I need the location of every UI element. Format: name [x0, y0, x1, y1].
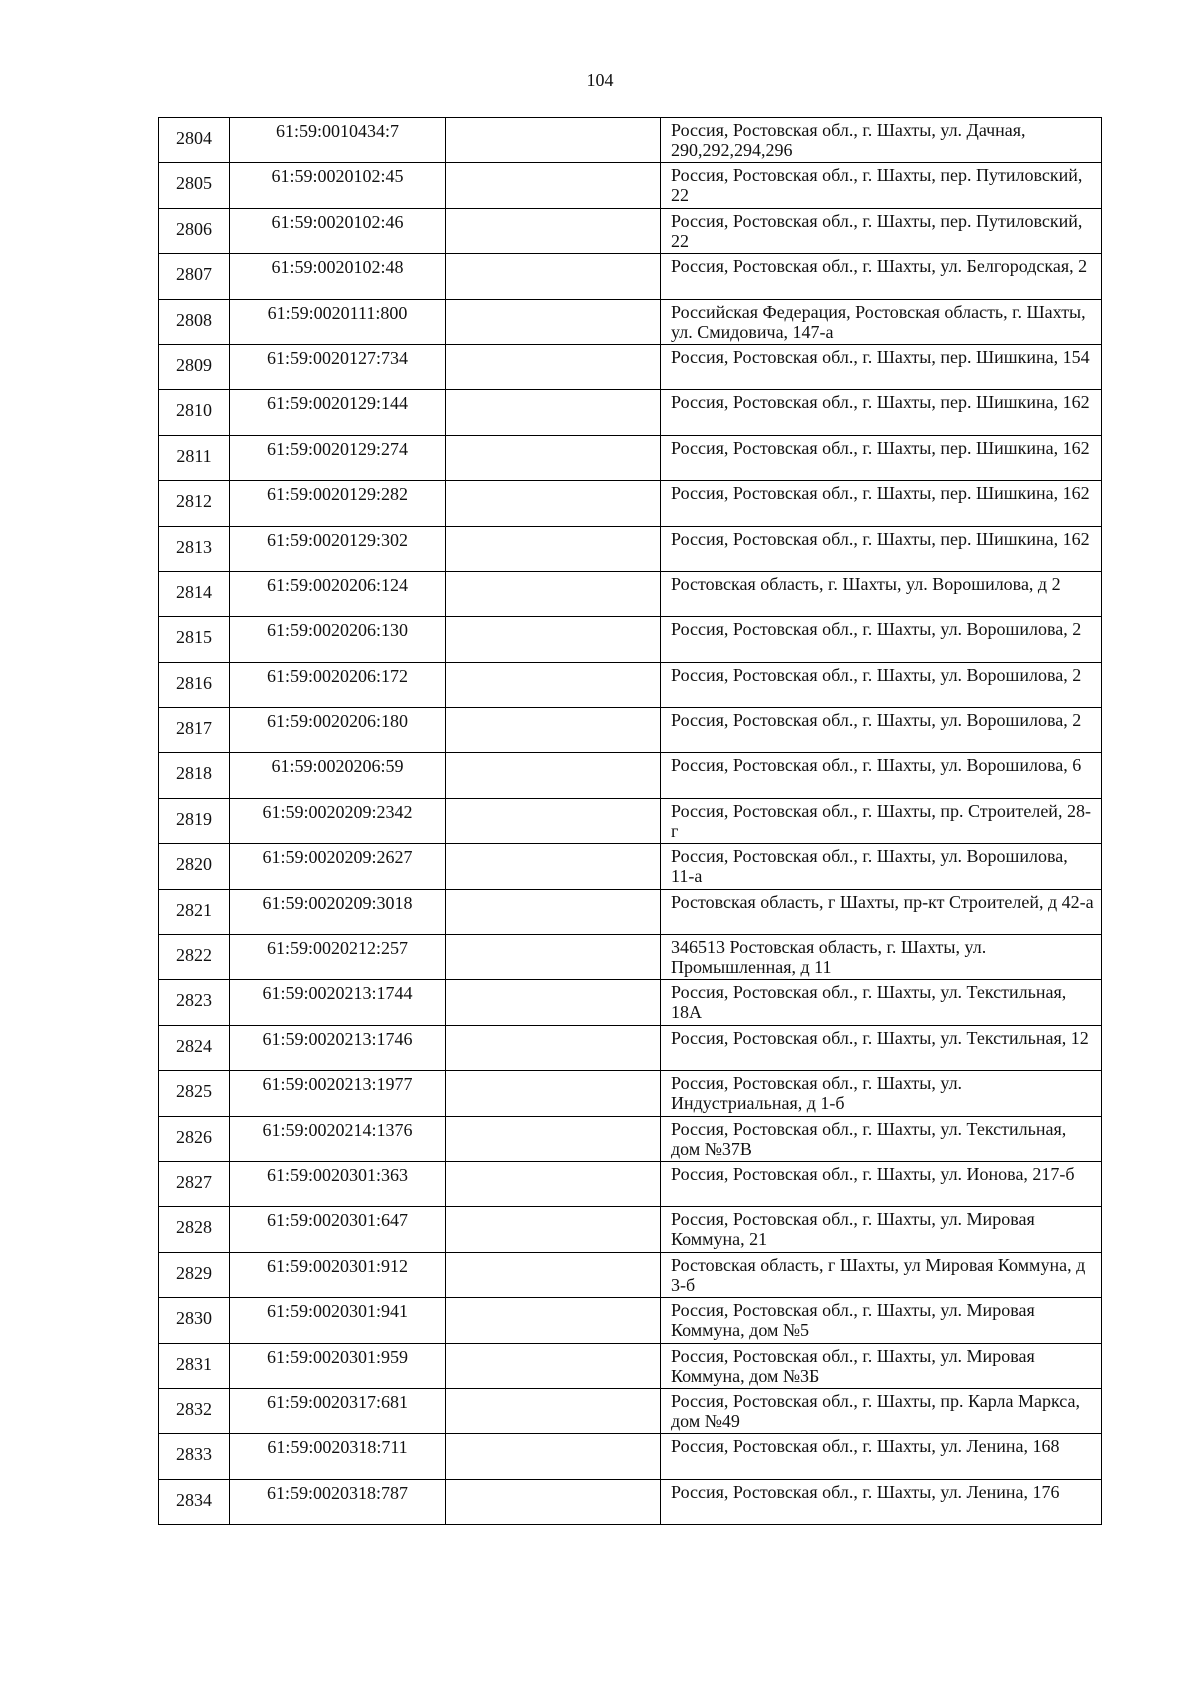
- empty-cell: [446, 571, 661, 616]
- row-number: 2807: [159, 254, 230, 299]
- table-row: [159, 662, 1102, 707]
- address: Россия, Ростовская обл., г. Шахты, ул. Индустриальная, д 1-б: [661, 1071, 1102, 1116]
- address: Россия, Ростовская обл., г. Шахты, пр. Строителей, 28-г: [661, 798, 1102, 843]
- cadastral-number: 61:59:0020318:787: [230, 1479, 446, 1524]
- row-number: 2804: [159, 118, 230, 163]
- table-row: [159, 1207, 1102, 1252]
- table-row: [159, 118, 1102, 163]
- cadastral-number: 61:59:0020102:46: [230, 208, 446, 253]
- address: Россия, Ростовская обл., г. Шахты, ул. Ленина, 168: [661, 1434, 1102, 1479]
- row-number: 2806: [159, 208, 230, 253]
- address: Россия, Ростовская обл., г. Шахты, пр. Карла Маркса, дом №49: [661, 1388, 1102, 1433]
- cadastral-number: 61:59:0020111:800: [230, 299, 446, 344]
- empty-cell: [446, 935, 661, 980]
- empty-cell: [446, 1161, 661, 1206]
- table-row: [159, 1434, 1102, 1479]
- address: Россия, Ростовская обл., г. Шахты, ул. Ворошилова, 2: [661, 708, 1102, 753]
- empty-cell: [446, 1479, 661, 1524]
- empty-cell: [446, 753, 661, 798]
- table-row: [159, 1116, 1102, 1161]
- table-row: [159, 1298, 1102, 1343]
- row-number: 2819: [159, 798, 230, 843]
- address: Ростовская область, г Шахты, пр-кт Строителей, д 42-а: [661, 889, 1102, 934]
- empty-cell: [446, 1252, 661, 1297]
- empty-cell: [446, 344, 661, 389]
- empty-cell: [446, 481, 661, 526]
- row-number: 2825: [159, 1071, 230, 1116]
- row-number: 2808: [159, 299, 230, 344]
- table-row: [159, 254, 1102, 299]
- cadastral-number: 61:59:0020102:48: [230, 254, 446, 299]
- empty-cell: [446, 118, 661, 163]
- address: Россия, Ростовская обл., г. Шахты, ул. Текстильная, 12: [661, 1025, 1102, 1070]
- table-row: [159, 390, 1102, 435]
- address: Россия, Ростовская обл., г. Шахты, пер. Путиловский, 22: [661, 163, 1102, 208]
- empty-cell: [446, 1025, 661, 1070]
- row-number: 2832: [159, 1388, 230, 1433]
- cadastral-number: 61:59:0020206:130: [230, 617, 446, 662]
- table-row: [159, 1161, 1102, 1206]
- registry-table: [158, 117, 1102, 1525]
- table-row: [159, 1252, 1102, 1297]
- row-number: 2813: [159, 526, 230, 571]
- table-row: [159, 889, 1102, 934]
- cadastral-number: 61:59:0020129:274: [230, 435, 446, 480]
- row-number: 2834: [159, 1479, 230, 1524]
- row-number: 2829: [159, 1252, 230, 1297]
- cadastral-number: 61:59:0020209:3018: [230, 889, 446, 934]
- address: Россия, Ростовская обл., г. Шахты, пер. Шишкина, 162: [661, 526, 1102, 571]
- row-number: 2823: [159, 980, 230, 1025]
- table-row: [159, 344, 1102, 389]
- cadastral-number: 61:59:0020206:59: [230, 753, 446, 798]
- table-row: [159, 708, 1102, 753]
- table-row: [159, 980, 1102, 1025]
- row-number: 2824: [159, 1025, 230, 1070]
- empty-cell: [446, 662, 661, 707]
- table-row: [159, 1388, 1102, 1433]
- address: Россия, Ростовская обл., г. Шахты, пер. Шишкина, 162: [661, 390, 1102, 435]
- cadastral-number: 61:59:0020213:1977: [230, 1071, 446, 1116]
- address: Россия, Ростовская обл., г. Шахты, ул. Ленина, 176: [661, 1479, 1102, 1524]
- cadastral-number: 61:59:0010434:7: [230, 118, 446, 163]
- table-row: [159, 1343, 1102, 1388]
- cadastral-number: 61:59:0020129:282: [230, 481, 446, 526]
- row-number: 2805: [159, 163, 230, 208]
- table-row: [159, 1479, 1102, 1524]
- cadastral-number: 61:59:0020206:124: [230, 571, 446, 616]
- empty-cell: [446, 844, 661, 889]
- cadastral-number: 61:59:0020209:2627: [230, 844, 446, 889]
- row-number: 2822: [159, 935, 230, 980]
- row-number: 2814: [159, 571, 230, 616]
- address: Россия, Ростовская обл., г. Шахты, ул. Дачная, 290,292,294,296: [661, 118, 1102, 163]
- row-number: 2811: [159, 435, 230, 480]
- empty-cell: [446, 390, 661, 435]
- cadastral-number: 61:59:0020318:711: [230, 1434, 446, 1479]
- table-row: [159, 435, 1102, 480]
- cadastral-number: 61:59:0020213:1744: [230, 980, 446, 1025]
- empty-cell: [446, 435, 661, 480]
- empty-cell: [446, 708, 661, 753]
- cadastral-number: 61:59:0020209:2342: [230, 798, 446, 843]
- address: Россия, Ростовская обл., г. Шахты, ул. Мировая Коммуна, дом №5: [661, 1298, 1102, 1343]
- table-row: [159, 935, 1102, 980]
- table-row: [159, 481, 1102, 526]
- cadastral-number: 61:59:0020206:172: [230, 662, 446, 707]
- cadastral-number: 61:59:0020212:257: [230, 935, 446, 980]
- table-row: [159, 571, 1102, 616]
- row-number: 2827: [159, 1161, 230, 1206]
- empty-cell: [446, 1388, 661, 1433]
- empty-cell: [446, 889, 661, 934]
- empty-cell: [446, 617, 661, 662]
- row-number: 2830: [159, 1298, 230, 1343]
- address: 346513 Ростовская область, г. Шахты, ул. Промышленная, д 11: [661, 935, 1102, 980]
- empty-cell: [446, 299, 661, 344]
- cadastral-number: 61:59:0020102:45: [230, 163, 446, 208]
- address: Россия, Ростовская обл., г. Шахты, ул. Ворошилова, 2: [661, 662, 1102, 707]
- cadastral-number: 61:59:0020301:647: [230, 1207, 446, 1252]
- empty-cell: [446, 1298, 661, 1343]
- row-number: 2821: [159, 889, 230, 934]
- address: Россия, Ростовская обл., г. Шахты, ул. Текстильная, 18А: [661, 980, 1102, 1025]
- cadastral-number: 61:59:0020127:734: [230, 344, 446, 389]
- table-row: [159, 1025, 1102, 1070]
- empty-cell: [446, 1207, 661, 1252]
- address: Россия, Ростовская обл., г. Шахты, ул. Белгородская, 2: [661, 254, 1102, 299]
- empty-cell: [446, 1071, 661, 1116]
- row-number: 2831: [159, 1343, 230, 1388]
- empty-cell: [446, 798, 661, 843]
- cadastral-number: 61:59:0020206:180: [230, 708, 446, 753]
- address: Россия, Ростовская обл., г. Шахты, ул. Ворошилова, 6: [661, 753, 1102, 798]
- address: Россия, Ростовская обл., г. Шахты, ул. Мировая Коммуна, 21: [661, 1207, 1102, 1252]
- table-row: [159, 617, 1102, 662]
- empty-cell: [446, 208, 661, 253]
- cadastral-number: 61:59:0020129:302: [230, 526, 446, 571]
- cadastral-number: 61:59:0020213:1746: [230, 1025, 446, 1070]
- table-row: [159, 299, 1102, 344]
- address: Россия, Ростовская обл., г. Шахты, ул. Ионова, 217-б: [661, 1161, 1102, 1206]
- empty-cell: [446, 163, 661, 208]
- row-number: 2818: [159, 753, 230, 798]
- cadastral-number: 61:59:0020129:144: [230, 390, 446, 435]
- cadastral-number: 61:59:0020301:912: [230, 1252, 446, 1297]
- table-row: [159, 163, 1102, 208]
- address: Российская Федерация, Ростовская область, г. Шахты, ул. Смидовича, 147-а: [661, 299, 1102, 344]
- row-number: 2826: [159, 1116, 230, 1161]
- address: Россия, Ростовская обл., г. Шахты, пер. Путиловский, 22: [661, 208, 1102, 253]
- table-body: [159, 118, 1102, 1525]
- row-number: 2812: [159, 481, 230, 526]
- address: Россия, Ростовская обл., г. Шахты, пер. Шишкина, 154: [661, 344, 1102, 389]
- row-number: 2809: [159, 344, 230, 389]
- address: Россия, Ростовская обл., г. Шахты, ул. Текстильная, дом №37В: [661, 1116, 1102, 1161]
- address: Ростовская область, г. Шахты, ул. Ворошилова, д 2: [661, 571, 1102, 616]
- empty-cell: [446, 1434, 661, 1479]
- page-number: 104: [586, 70, 614, 90]
- row-number: 2817: [159, 708, 230, 753]
- row-number: 2820: [159, 844, 230, 889]
- row-number: 2815: [159, 617, 230, 662]
- row-number: 2828: [159, 1207, 230, 1252]
- empty-cell: [446, 1116, 661, 1161]
- address: Россия, Ростовская обл., г. Шахты, ул. Ворошилова, 11-а: [661, 844, 1102, 889]
- cadastral-number: 61:59:0020301:941: [230, 1298, 446, 1343]
- address: Россия, Ростовская обл., г. Шахты, ул. Ворошилова, 2: [661, 617, 1102, 662]
- row-number: 2816: [159, 662, 230, 707]
- address: Россия, Ростовская обл., г. Шахты, пер. Шишкина, 162: [661, 435, 1102, 480]
- table-row: [159, 753, 1102, 798]
- table-row: [159, 844, 1102, 889]
- empty-cell: [446, 526, 661, 571]
- table-row: [159, 1071, 1102, 1116]
- table-row: [159, 208, 1102, 253]
- table-row: [159, 798, 1102, 843]
- cadastral-number: 61:59:0020317:681: [230, 1388, 446, 1433]
- row-number: 2833: [159, 1434, 230, 1479]
- address: Россия, Ростовская обл., г. Шахты, пер. Шишкина, 162: [661, 481, 1102, 526]
- address: Ростовская область, г Шахты, ул Мировая Коммуна, д 3-б: [661, 1252, 1102, 1297]
- address: Россия, Ростовская обл., г. Шахты, ул. Мировая Коммуна, дом №3Б: [661, 1343, 1102, 1388]
- empty-cell: [446, 254, 661, 299]
- table-row: [159, 526, 1102, 571]
- cadastral-number: 61:59:0020214:1376: [230, 1116, 446, 1161]
- empty-cell: [446, 1343, 661, 1388]
- row-number: 2810: [159, 390, 230, 435]
- empty-cell: [446, 980, 661, 1025]
- cadastral-number: 61:59:0020301:363: [230, 1161, 446, 1206]
- cadastral-number: 61:59:0020301:959: [230, 1343, 446, 1388]
